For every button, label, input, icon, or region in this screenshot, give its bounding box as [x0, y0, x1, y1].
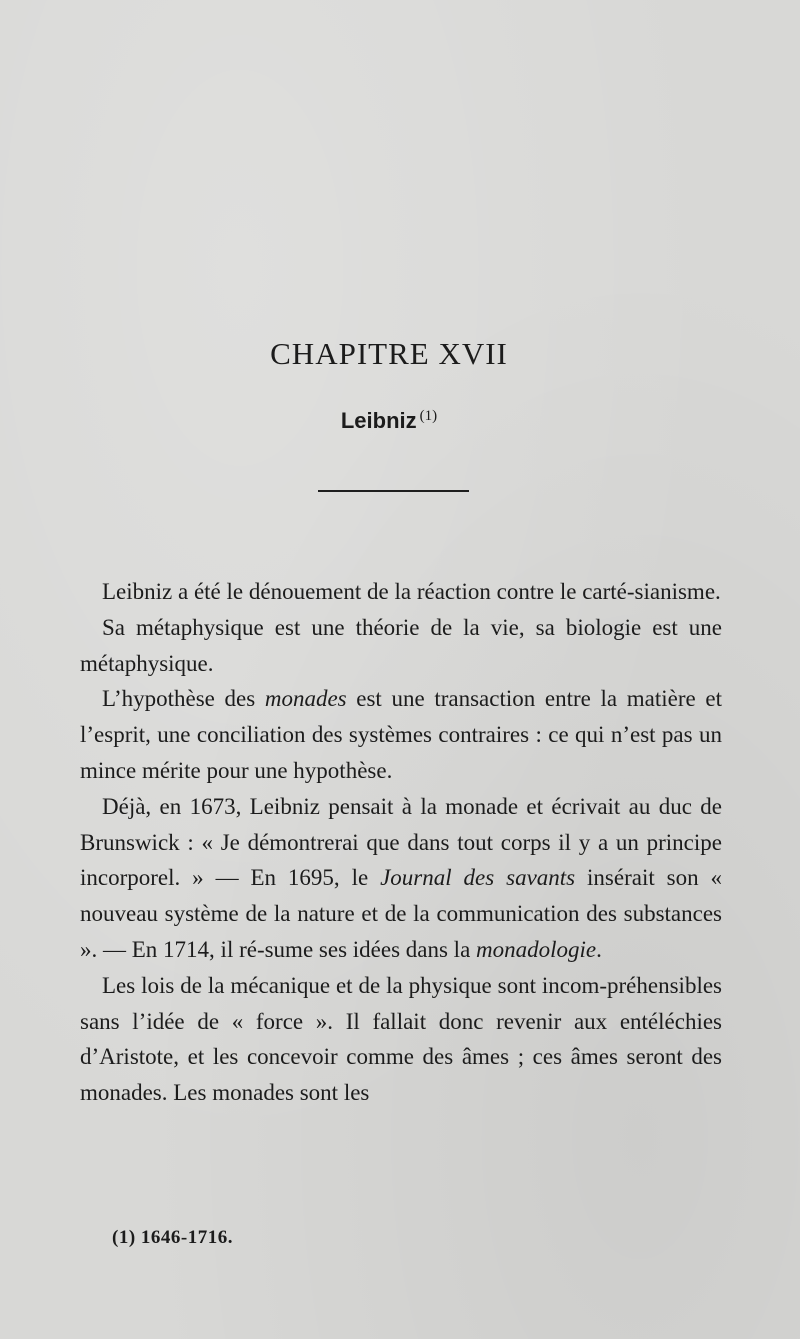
text-segment: Déjà, en 1673, Leibniz pensait à la monade et écrivait au duc de Brunswick : « Je démontrerai que dans tout corps il y a un principe incorporel. » — En 1695, le — [80, 793, 722, 891]
italic-text: monades — [264, 686, 347, 712]
paragraph — [80, 789, 722, 968]
text-segment: est une transaction entre la matière et l’esprit, une conciliation des systèmes contraires : ce qui n’est pas un mince mérite pour une hypothèse. — [80, 686, 722, 783]
chapter-subtitle-text: Leibniz — [340, 408, 417, 433]
paragraph — [80, 610, 722, 682]
body-text — [80, 574, 722, 1111]
paragraph — [80, 681, 722, 788]
title-rule — [318, 490, 469, 492]
footnote-reference: (1) — [419, 408, 438, 424]
paragraph — [80, 968, 722, 1111]
footnote: (1) 1646-1716. — [112, 1227, 233, 1248]
chapter-title: CHAPITRE XVII — [270, 336, 508, 371]
italic-text: monadologie — [476, 936, 597, 962]
text-segment: L’hypothèse des — [102, 686, 265, 712]
text-segment: Leibniz a été le dénouement de la réaction contre le carté-sianisme. — [102, 579, 721, 604]
italic-text: Journal des savants — [380, 865, 576, 891]
chapter-subtitle — [0, 408, 778, 434]
text-segment: insérait son « nouveau système de la nature et de la communication des substances ». — En 1714, il ré-sume ses idées dans la — [80, 865, 722, 962]
paragraph — [80, 574, 722, 610]
text-segment: . — [596, 936, 602, 962]
text-segment: Les lois de la mécanique et de la physique sont incom-préhensibles sans l’idée de « force ». Il fallait donc revenir aux entéléchies d’Aristote, et les concevoir comme des âmes ; ces âmes seront des monades. Les monades sont les — [80, 972, 722, 1106]
text-segment: Sa métaphysique est une théorie de la vie, sa biologie est une métaphysique. — [80, 614, 722, 676]
